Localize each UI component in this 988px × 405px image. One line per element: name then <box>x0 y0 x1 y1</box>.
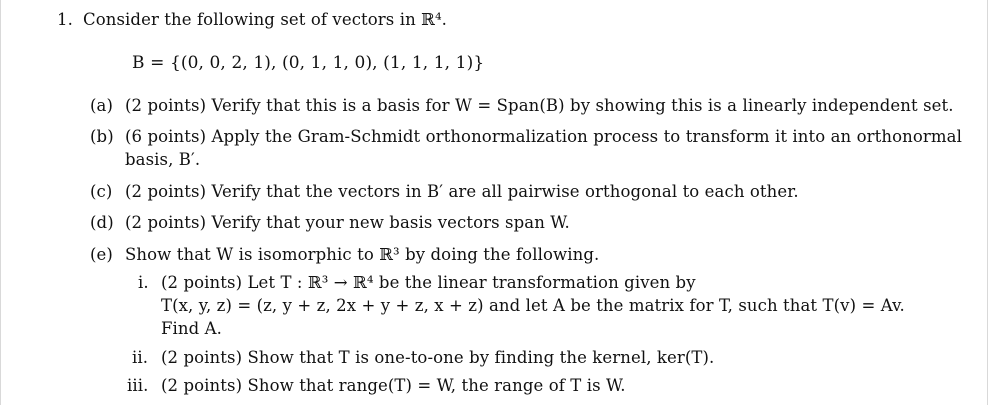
subpart-iii-label: iii. <box>127 376 149 395</box>
subpart-i-label: i. <box>138 273 149 292</box>
problem-number: 1. <box>57 10 73 29</box>
subpart-ii-label: ii. <box>132 348 149 367</box>
part-b-text-line-2: basis, B′. <box>125 150 201 169</box>
part-b-label: (b) <box>90 127 114 146</box>
subpart-i-text-line-3: Find A. <box>161 319 223 338</box>
set-definition: B = {(0, 0, 2, 1), (0, 1, 1, 0), (1, 1, 1, 1)} <box>132 53 485 73</box>
part-c-label: (c) <box>90 182 113 201</box>
part-e-text: Show that W is isomorphic to ℝ³ by doing the following. <box>125 245 600 264</box>
subpart-ii-text: (2 points) Show that T is one-to-one by finding the kernel, ker(T). <box>161 348 715 367</box>
part-d-text: (2 points) Verify that your new basis vectors span W. <box>125 213 570 232</box>
subpart-i-text-line-1: (2 points) Let T : ℝ³ → ℝ⁴ be the linear transformation given by <box>161 273 696 292</box>
part-b-text-line-1: (6 points) Apply the Gram-Schmidt orthonormalization process to transform it into an orthonormal <box>125 127 962 146</box>
part-d-label: (d) <box>90 213 114 232</box>
part-e-label: (e) <box>90 245 113 264</box>
subpart-iii-text: (2 points) Show that range(T) = W, the range of T is W. <box>161 376 626 395</box>
problem-intro: Consider the following set of vectors in ℝ⁴. <box>83 10 448 29</box>
part-a-label: (a) <box>90 96 114 115</box>
subpart-i-text-line-2: T(x, y, z) = (z, y + z, 2x + y + z, x + z) and let A be the matrix for T, such that T(v) = Av. <box>161 296 905 315</box>
part-a-text: (2 points) Verify that this is a basis for W = Span(B) by showing this is a linearly independent set. <box>125 96 954 115</box>
part-c-text: (2 points) Verify that the vectors in B′ are all pairwise orthogonal to each other. <box>125 182 799 201</box>
